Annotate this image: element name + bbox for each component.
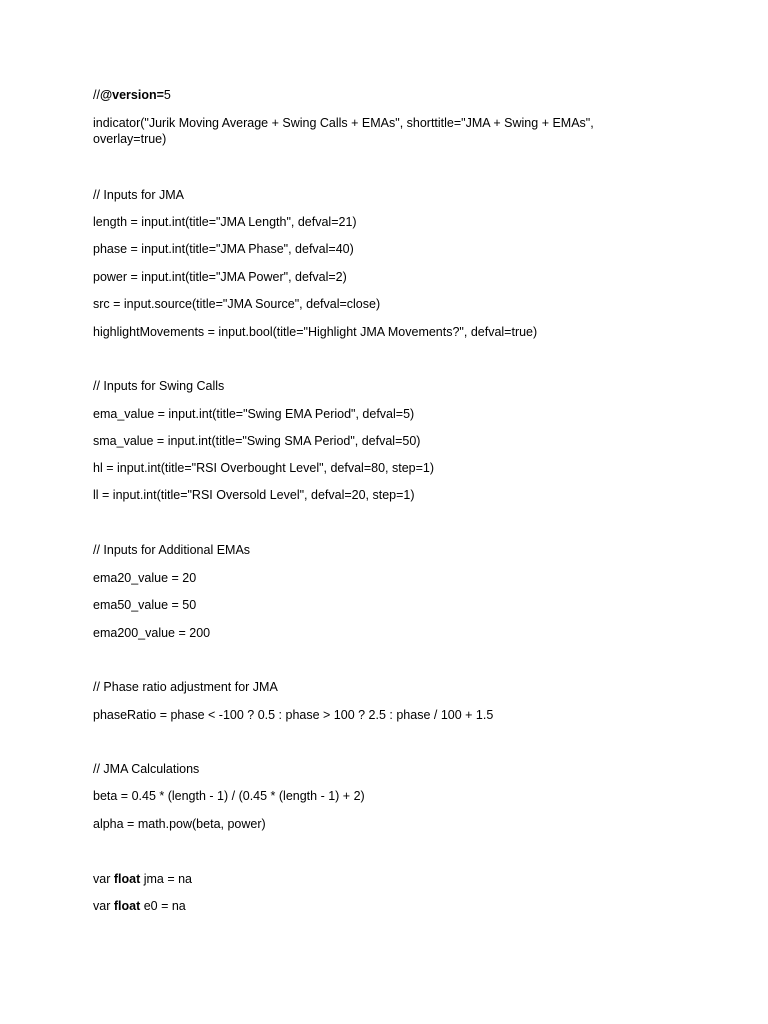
indicator-line: indicator("Jurik Moving Average + Swing Calls + EMAs", shorttitle="JMA + Swing + EMAs", overlay=true) xyxy=(93,116,598,146)
version-keyword: @version= xyxy=(99,88,164,102)
code-line: length = input.int(title="JMA Length", defval=21) xyxy=(93,215,357,229)
code-line: highlightMovements = input.bool(title="Highlight JMA Movements?", defval=true) xyxy=(93,325,538,339)
var-line xyxy=(93,898,633,914)
code-line: ema_value = input.int(title="Swing EMA Period", defval=5) xyxy=(93,407,415,421)
var-declaration: e0 = na xyxy=(140,899,186,913)
swing-inputs-comment: // Inputs for Swing Calls xyxy=(93,379,225,393)
phase-ratio-comment: // Phase ratio adjustment for JMA xyxy=(93,680,278,694)
jma-calculations-comment: // JMA Calculations xyxy=(93,762,200,776)
version-line xyxy=(93,87,633,103)
var-keyword: var xyxy=(93,872,114,886)
code-line: ll = input.int(title="RSI Oversold Level", defval=20, step=1) xyxy=(93,488,415,502)
jma-inputs-comment: // Inputs for JMA xyxy=(93,188,185,202)
code-line: ema50_value = 50 xyxy=(93,598,197,612)
var-line xyxy=(93,871,633,887)
code-line: hl = input.int(title="RSI Overbought Level", defval=80, step=1) xyxy=(93,461,435,475)
var-declaration: jma = na xyxy=(140,872,192,886)
ema-inputs-comment: // Inputs for Additional EMAs xyxy=(93,543,251,557)
code-line: power = input.int(title="JMA Power", defval=2) xyxy=(93,270,347,284)
code-line: ema200_value = 200 xyxy=(93,626,211,640)
code-line: sma_value = input.int(title="Swing SMA Period", defval=50) xyxy=(93,434,421,448)
code-line: phase = input.int(title="JMA Phase", defval=40) xyxy=(93,242,354,256)
version-prefix: // xyxy=(93,88,100,102)
code-line: ema20_value = 20 xyxy=(93,571,197,585)
type-keyword: float xyxy=(113,899,141,913)
code-line: src = input.source(title="JMA Source", defval=close) xyxy=(93,297,381,311)
type-keyword: float xyxy=(113,872,141,886)
code-line: alpha = math.pow(beta, power) xyxy=(93,817,266,831)
var-keyword: var xyxy=(93,899,114,913)
code-line: phaseRatio = phase < -100 ? 0.5 : phase > 100 ? 2.5 : phase / 100 + 1.5 xyxy=(93,708,494,722)
version-number: 5 xyxy=(163,88,171,102)
code-line: beta = 0.45 * (length - 1) / (0.45 * (length - 1) + 2) xyxy=(93,789,365,803)
